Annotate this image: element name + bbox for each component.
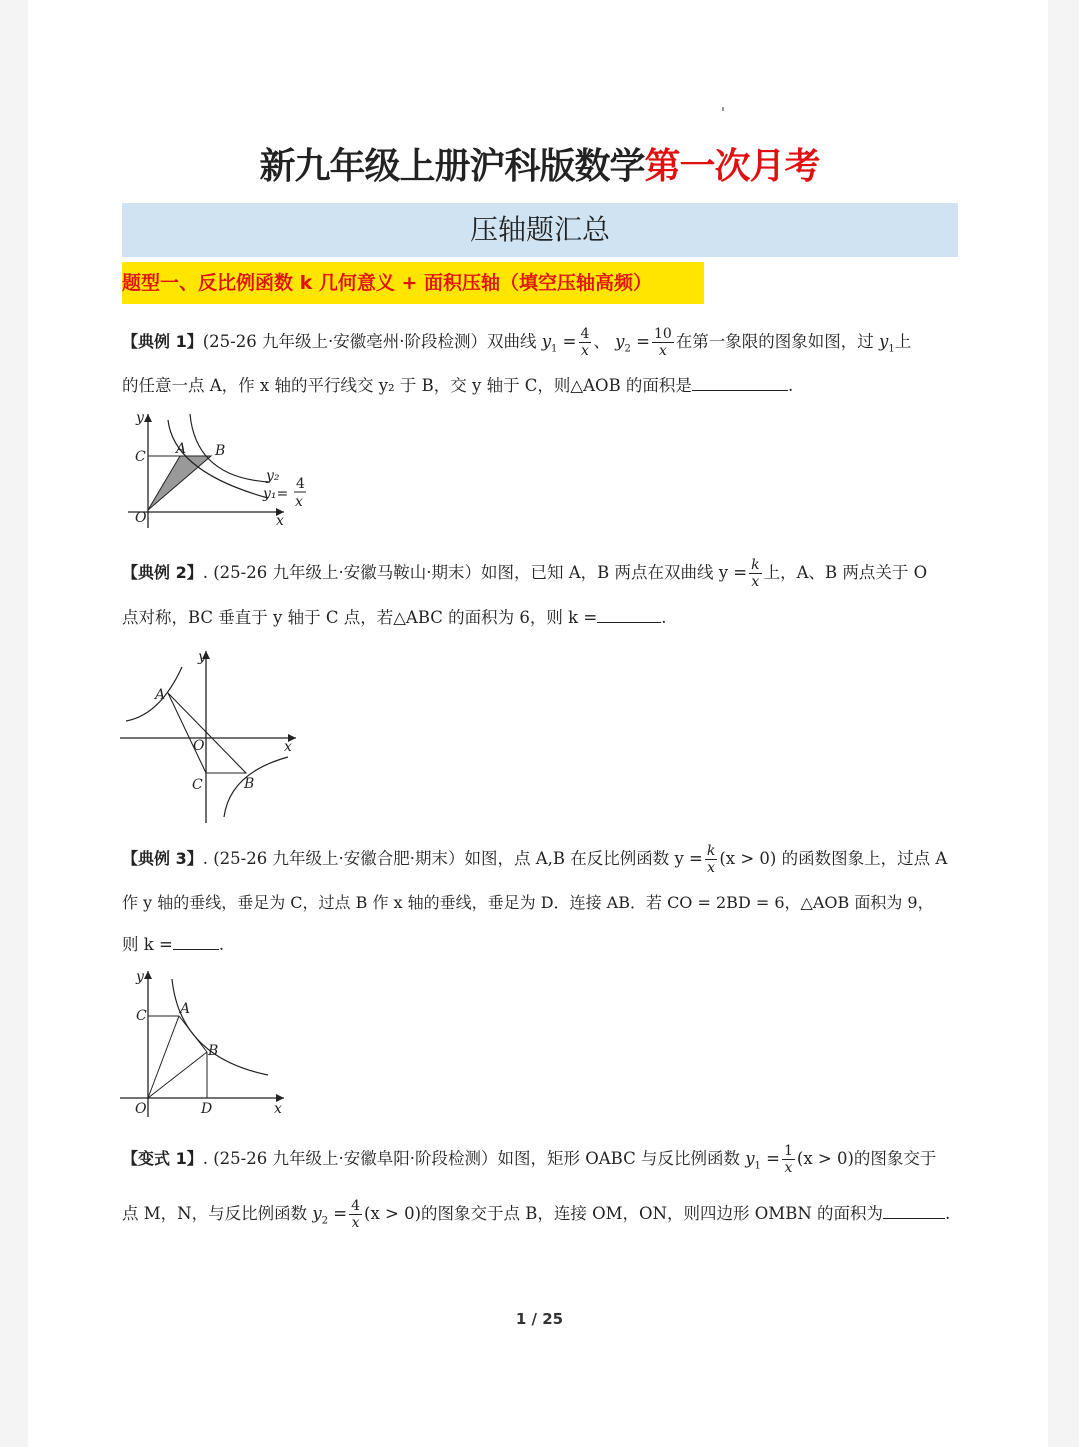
var1-label: 【变式 1】 <box>122 1149 203 1168</box>
var1-answer-blank <box>883 1202 945 1219</box>
var1-eq1: $\frac{1}{x}$ <box>783 1143 793 1176</box>
ex1-text-b: 在第一象限的图象如图，过 <box>675 332 874 351</box>
title-highlight: 第一次月考 <box>644 146 820 187</box>
ex2-figure <box>118 645 308 825</box>
ex3-line2 <box>122 891 962 915</box>
document-title <box>0 138 1079 189</box>
var1-line1: 【变式 1】. (25-26 九年级上·安徽阜阳·阶段检测）如图，矩形 OABC 与反比例函数 $y_1$ = $\frac{1}{x}$ (x > 0)的图象交于 <box>122 1143 937 1176</box>
ex1-source: (25-26 九年级上·安徽亳州·阶段检测） <box>202 332 487 351</box>
ex2-fig-o: O <box>193 738 205 754</box>
ex1-fig-knum: 4 <box>296 476 305 492</box>
ex2-fig-a: A <box>155 687 166 703</box>
var1-text-a: 如图，矩形 OABC 与反比例函数 <box>497 1149 740 1168</box>
ex2-label: 【典例 2】 <box>122 563 203 582</box>
ex2-fig-y: y <box>198 649 206 665</box>
ex1-line2-text: 的任意一点 A，作 x 轴的平行线交 y₂ 于 B，交 y 轴于 C，则△AOB 的面积是 <box>122 376 692 395</box>
ex2-line2: 点对称，BC 垂直于 y 轴于 C 点，若△ABC 的面积为 6，则 k = . <box>122 608 667 627</box>
var1-line2: 点 M，N，与反比例函数 $y_2$ = $\frac{4}{x}$ (x > 0)的图象交于点 B，连接 OM，ON，则四边形 OMBN 的面积为 . <box>122 1198 951 1231</box>
ex3-line2-text: 作 y 轴的垂线，垂足为 C，过点 B 作 x 轴的垂线，垂足为 D．连接 AB．若 CO = 2BD = 6，△AOB 面积为 9， <box>122 893 934 912</box>
var1-eq2: $\frac{4}{x}$ <box>351 1198 361 1231</box>
ex3-line3: 则 k = . <box>122 935 225 954</box>
ex1-text-c: 上 <box>894 332 912 351</box>
ex2-answer-blank <box>597 606 661 623</box>
ex1-fig-o: O <box>135 510 147 526</box>
ex1-label: 【典例 1】 <box>122 332 203 351</box>
ex1-fig-x: x <box>276 513 284 529</box>
ex3-figure <box>118 965 298 1120</box>
ex3-line3-text: 则 k = <box>122 935 173 954</box>
ex3-fig-o: O <box>135 1101 147 1117</box>
title-main: 新九年级上册沪科版数学 <box>259 146 645 187</box>
ex1-fig-y1: y₁= <box>263 486 289 502</box>
ex2-line2-text: 点对称，BC 垂直于 y 轴于 C 点，若△ABC 的面积为 6，则 k = <box>122 608 598 627</box>
ex3-fig-y: y <box>136 969 144 985</box>
var1-source: . (25-26 九年级上·安徽阜阳·阶段检测） <box>202 1149 498 1168</box>
ex1-sep: 、 <box>593 332 610 351</box>
page-number: 1 / 25 <box>515 1310 564 1328</box>
ex1-eq2: $\frac{10}{x}$ <box>653 326 672 359</box>
ex2-fig-x: x <box>284 739 292 755</box>
ex1-fig-y: y <box>136 410 144 426</box>
ex1-fig-y2: y₂ <box>266 468 280 484</box>
section-banner: 压轴题汇总 <box>122 203 958 257</box>
ex2-text-a: 如图，已知 A，B 两点在双曲线 y = <box>480 563 748 582</box>
ex3-answer-blank <box>173 933 219 950</box>
ex3-fig-a: A <box>180 1001 191 1017</box>
ex3-fig-d: D <box>201 1101 213 1117</box>
ex3-fig-b: B <box>208 1043 219 1059</box>
ex2-source: . (25-26 九年级上·安徽马鞍山·期末） <box>202 563 481 582</box>
ex1-text-a: 双曲线 <box>486 332 537 351</box>
stray-mark <box>722 107 724 111</box>
ex2-fig-b: B <box>244 776 255 792</box>
ex2-fig-c: C <box>192 777 203 793</box>
var1-text-c: 点 M，N，与反比例函数 <box>122 1204 308 1223</box>
ex3-text-a: 如图，点 A,B 在反比例函数 y = <box>464 849 703 868</box>
ex3-source: . (25-26 九年级上·安徽合肥·期末） <box>202 849 465 868</box>
ex1-figure <box>118 410 318 530</box>
section-heading: 题型一、反比例函数 k 几何意义 + 面积压轴（填空压轴高频） <box>122 262 704 304</box>
var1-text-b: (x > 0)的图象交于 <box>796 1149 937 1168</box>
ex2-line1 <box>122 557 962 590</box>
ex1-fig-kden: x <box>295 494 303 510</box>
ex3-fig-c: C <box>136 1008 147 1024</box>
ex1-line1: 【典例 1】(25-26 九年级上·安徽亳州·阶段检测）双曲线 $y_1$ = $\frac{4}{x}$ 、 $y_2$ = $\frac{10}{x}$ 在第一象限的图象如图，过 $y_1$上 <box>122 326 912 359</box>
ex1-fig-a: A <box>176 441 187 457</box>
ex2-eq: $\frac{k}{x}$ <box>751 557 760 590</box>
ex1-eq1: $\frac{4}{x}$ <box>580 326 590 359</box>
ex1-fig-b: B <box>215 443 226 459</box>
ex2-text-b: 上，A、B 两点关于 O <box>763 563 928 582</box>
ex1-fig-c: C <box>135 449 146 465</box>
ex3-line1 <box>122 843 962 876</box>
ex1-answer-blank <box>692 374 788 391</box>
ex1-line2: 的任意一点 A，作 x 轴的平行线交 y₂ 于 B，交 y 轴于 C，则△AOB 的面积是 . <box>122 376 794 395</box>
ex3-label: 【典例 3】 <box>122 849 203 868</box>
ex3-fig-x: x <box>274 1101 282 1117</box>
ex3-text-b: (x > 0) 的函数图象上，过点 A <box>719 849 948 868</box>
ex3-eq: $\frac{k}{x}$ <box>706 843 716 876</box>
var1-text-d: (x > 0)的图象交于点 B，连接 OM，ON，则四边形 OMBN 的面积为 <box>364 1204 883 1223</box>
